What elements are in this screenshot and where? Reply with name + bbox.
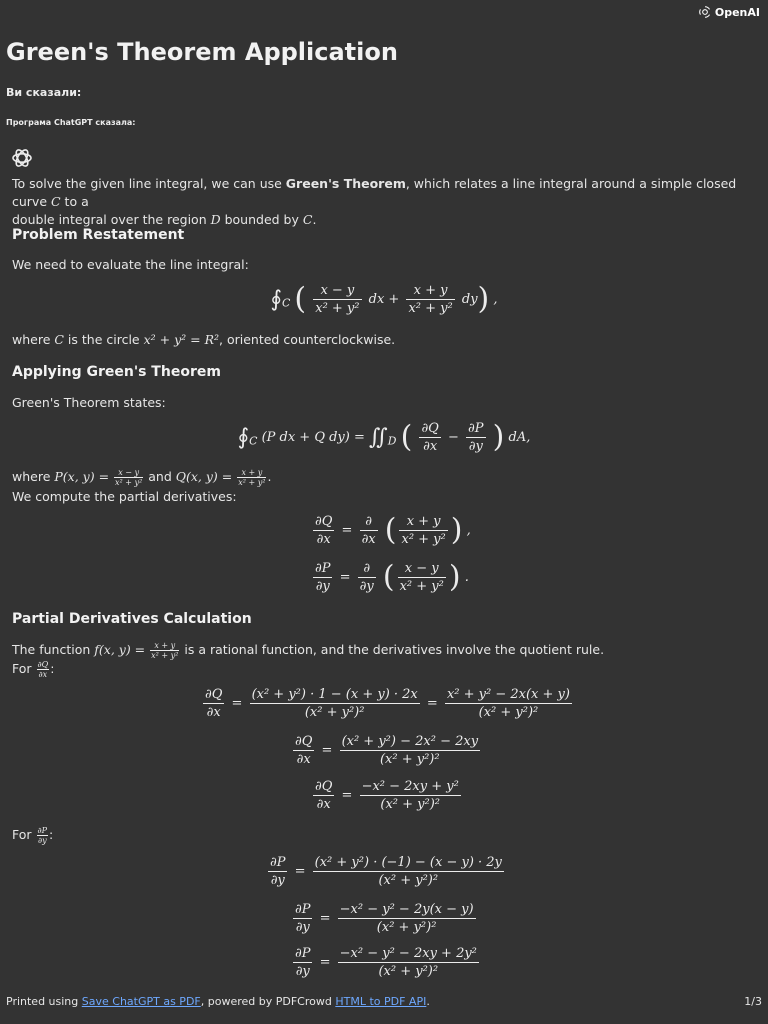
- dq-dx-step-1: $\frac{\partial Q}{\partial x}$ = $\frac{\text{(x² + y²) · 1 − (x + y) · 2x}}{\text{(x² + y²)²}}$ = $\frac{\text{x² + y² − 2x(x + y)}}{\text{(x² + y²)²}}$: [205, 687, 570, 720]
- for-dq-dx-label: For $\frac{\partial Q}{\partial x}$ :: [12, 660, 55, 679]
- chatgpt-avatar-icon: [10, 146, 34, 170]
- dp-dy-step-3: $\frac{\partial P}{\partial y}$ = $\frac{\text{−x² − y² − 2xy + 2y²}}{\text{(x² + y²)²}}$: [295, 946, 477, 979]
- heading-applying-greens-theorem: Applying Green's Theorem: [12, 364, 221, 380]
- user-label: Ви сказали:: [6, 86, 82, 99]
- line-integral-equation: $∮_C$ ( $\frac{x - y}{\text{x² + y²}}$ dx + $\frac{x + y}{\text{x² + y²}}$ dy) ,: [270, 281, 498, 317]
- assistant-label: Програма ChatGPT сказала:: [6, 118, 136, 127]
- where-pq-text: where P(x, y) = $\frac{x - y}{\text{x² + y²}}$ and Q(x, y) = $\frac{x + y}{\text{x² + y²}}$ .: [12, 468, 272, 487]
- compute-text: We compute the partial derivatives:: [12, 489, 237, 504]
- dq-dx-definition: $\frac{\partial Q}{\partial x}$ = $\frac{\partial}{\partial x}$ ( $\frac{x + y}{\text{x² + y²}}$ ) ,: [315, 512, 471, 548]
- function-text: The function f(x, y) = $\frac{x + y}{\text{x² + y²}}$ is a rational function, and the derivatives involve the quotient rule.: [12, 641, 605, 660]
- page-cut-edge: [0, 988, 768, 992]
- heading-problem-restatement: Problem Restatement: [12, 227, 185, 243]
- page-title: Green's Theorem Application: [6, 38, 398, 66]
- greens-theorem-equation: $∮_C$ (P dx + Q $dy) = ∬_D$ ( $\frac{\partial Q}{\partial x}$ − $\frac{\partial P}{\partial y}$ ) dA,: [237, 419, 531, 455]
- heading-partial-derivatives: Partial Derivatives Calculation: [12, 611, 252, 627]
- openai-logo-icon: [698, 5, 712, 19]
- dq-dx-step-3: $\frac{\partial Q}{\partial x}$ = $\frac{\text{−x² − 2xy + y²}}{\text{(x² + y²)²}}$: [315, 779, 459, 812]
- footer: Printed using Save ChatGPT as PDF, powered by PDFCrowd HTML to PDF API.: [6, 995, 430, 1008]
- where-circle-text: where C is the circle x² + y² = R², oriented counterclockwise.: [12, 332, 396, 347]
- intro-paragraph: To solve the given line integral, we can use Green's Theorem, which relates a line integral around a simple closed curve C to a double integral over the region D bounded by C.: [12, 176, 737, 227]
- dp-dy-step-1: $\frac{\partial P}{\partial y}$ = $\frac{\text{(x² + y²) · (−1) − (x − y) · 2y}}{\text{(x² + y²)²}}$: [270, 855, 502, 888]
- need-text: We need to evaluate the line integral:: [12, 257, 249, 272]
- brand-name: OpenAI: [714, 5, 760, 19]
- for-dp-dy-label: For $\frac{\partial P}{\partial y}$ :: [12, 826, 54, 845]
- theorem-states-text: Green's Theorem states:: [12, 395, 166, 410]
- openai-brand: [698, 5, 760, 19]
- html-to-pdf-api-link[interactable]: HTML to PDF API: [335, 995, 427, 1008]
- save-chatgpt-pdf-link[interactable]: Save ChatGPT as PDF: [81, 995, 201, 1008]
- dp-dy-step-2: $\frac{\partial P}{\partial y}$ = $\frac{\text{−x² − y² − 2y(x − y)}}{\text{(x² + y²)²}}$: [295, 902, 474, 935]
- page-number: 1/3: [744, 995, 762, 1008]
- dq-dx-step-2: $\frac{\partial Q}{\partial x}$ = $\frac{\text{(x² + y²) − 2x² − 2xy}}{\text{(x² + y²)²}}$: [295, 734, 479, 767]
- dp-dy-definition: $\frac{\partial P}{\partial y}$ = $\frac{\partial}{\partial y}$ ( $\frac{x - y}{\text{x² + y²}}$ ) .: [315, 559, 469, 595]
